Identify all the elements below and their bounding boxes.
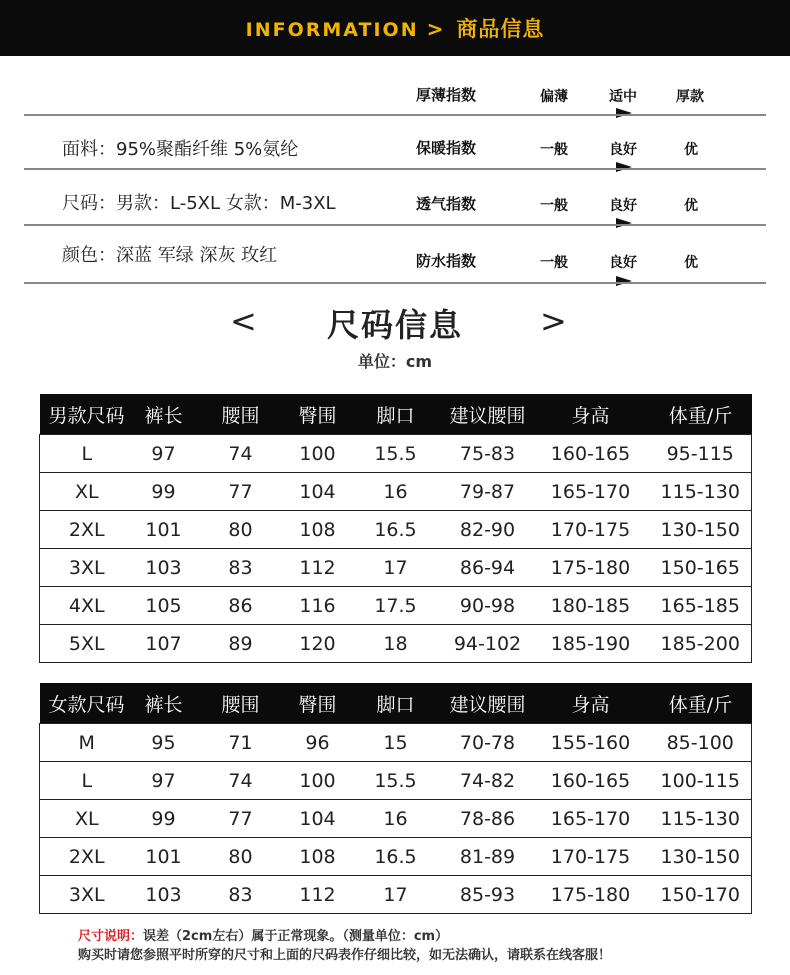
size-note: [78, 925, 448, 944]
column-header: 裤长: [134, 683, 194, 724]
next-arrow[interactable]: >: [540, 302, 567, 340]
table-cell: 75-83: [444, 435, 532, 473]
table-cell: 99: [134, 800, 194, 838]
table-header-row: [40, 683, 752, 724]
section-title: 尺码信息: [326, 306, 463, 344]
table-cell: 103: [134, 549, 194, 587]
table-row: [40, 762, 752, 800]
table-cell: 150-165: [650, 549, 752, 587]
table-cell: 175-180: [532, 876, 650, 914]
table-cell: 17.5: [348, 587, 444, 625]
banner-title: [0, 0, 790, 56]
table-cell: 85-93: [444, 876, 532, 914]
thickness-index-label: 厚薄指数: [416, 86, 477, 104]
table-cell: XL: [40, 473, 134, 511]
table-cell: 185-200: [650, 625, 752, 663]
table-cell: 4XL: [40, 587, 134, 625]
table-cell: 70-78: [444, 724, 532, 762]
table-cell: L: [40, 762, 134, 800]
table-cell: 97: [134, 435, 194, 473]
size-note-label: 尺寸说明：: [78, 929, 144, 944]
table-cell: 2XL: [40, 838, 134, 876]
table-cell: 108: [288, 838, 348, 876]
table-cell: 160-165: [532, 435, 650, 473]
thickness-thin: 偏薄: [540, 89, 568, 105]
column-header: 身高: [532, 394, 650, 435]
column-header: 脚口: [348, 394, 444, 435]
table-cell: 80: [194, 838, 288, 876]
table-cell: 165-170: [532, 473, 650, 511]
table-cell: 185-190: [532, 625, 650, 663]
table-cell: 86-94: [444, 549, 532, 587]
waterproof-marker: [616, 276, 632, 286]
fabric-text: 面料：95%聚酯纤维 5%氨纶: [62, 139, 299, 160]
table-cell: 160-165: [532, 762, 650, 800]
table-cell: 104: [288, 800, 348, 838]
table-row: [40, 549, 752, 587]
table-cell: 17: [348, 549, 444, 587]
table-cell: 100: [288, 762, 348, 800]
table-cell: XL: [40, 800, 134, 838]
colors-text: 颜色：深蓝 军绿 深灰 玫红: [62, 245, 278, 266]
column-header: 臀围: [288, 394, 348, 435]
table-row: [40, 838, 752, 876]
table-cell: 83: [194, 876, 288, 914]
table-cell: 81-89: [444, 838, 532, 876]
table-cell: 17: [348, 876, 444, 914]
table-cell: 99: [134, 473, 194, 511]
warmth-good: 良好: [609, 142, 637, 158]
waterproof-excellent: 优: [684, 255, 698, 271]
warmth-average: 一般: [540, 142, 568, 158]
table-cell: 71: [194, 724, 288, 762]
table-cell: 104: [288, 473, 348, 511]
table-cell: 77: [194, 473, 288, 511]
table-cell: 130-150: [650, 511, 752, 549]
unit-label: 单位：cm: [357, 352, 433, 371]
table-cell: 94-102: [444, 625, 532, 663]
column-header: 腰围: [194, 394, 288, 435]
men-size-table: [39, 394, 752, 663]
table-cell: 16.5: [348, 511, 444, 549]
waterproof-good: 良好: [609, 255, 637, 271]
table-cell: 77: [194, 800, 288, 838]
size-range-text: 尺码：男款：L-5XL 女款：M-3XL: [62, 193, 336, 214]
column-header: 建议腰围: [444, 394, 532, 435]
table-cell: 3XL: [40, 876, 134, 914]
table-cell: 120: [288, 625, 348, 663]
table-row: [40, 511, 752, 549]
table-header-row: [40, 394, 752, 435]
table-cell: 170-175: [532, 511, 650, 549]
table-cell: 165-185: [650, 587, 752, 625]
table-cell: 105: [134, 587, 194, 625]
table-cell: 18: [348, 625, 444, 663]
table-cell: 115-130: [650, 473, 752, 511]
divider: [24, 224, 766, 226]
thickness-thick: 厚款: [676, 89, 704, 105]
table-cell: 16.5: [348, 838, 444, 876]
table-cell: 74: [194, 435, 288, 473]
table-cell: 165-170: [532, 800, 650, 838]
column-header: 体重/斤: [650, 683, 752, 724]
table-cell: 180-185: [532, 587, 650, 625]
table-cell: 74: [194, 762, 288, 800]
column-header: 身高: [532, 683, 650, 724]
table-cell: 175-180: [532, 549, 650, 587]
breathability-average: 一般: [540, 198, 568, 214]
table-cell: 16: [348, 473, 444, 511]
column-header: 脚口: [348, 683, 444, 724]
banner-title-en: INFORMATION: [245, 19, 419, 41]
table-cell: 79-87: [444, 473, 532, 511]
warmth-excellent: 优: [684, 142, 698, 158]
prev-arrow[interactable]: <: [230, 302, 257, 340]
table-cell: 78-86: [444, 800, 532, 838]
table-cell: 100-115: [650, 762, 752, 800]
women-size-table: [39, 683, 752, 914]
breathability-marker: [616, 218, 632, 228]
divider: [24, 168, 766, 170]
table-cell: M: [40, 724, 134, 762]
table-cell: 100: [288, 435, 348, 473]
banner-arrow: >: [426, 17, 445, 41]
table-cell: 15.5: [348, 762, 444, 800]
table-cell: 85-100: [650, 724, 752, 762]
breathability-index-label: 透气指数: [416, 195, 477, 213]
divider: [24, 114, 766, 116]
table-cell: 82-90: [444, 511, 532, 549]
warmth-index-label: 保暖指数: [416, 139, 477, 157]
breathability-good: 良好: [609, 198, 637, 214]
table-row: [40, 876, 752, 914]
table-cell: 5XL: [40, 625, 134, 663]
table-cell: 155-160: [532, 724, 650, 762]
table-cell: 170-175: [532, 838, 650, 876]
table-cell: 86: [194, 587, 288, 625]
table-cell: 112: [288, 549, 348, 587]
size-note-text: 误差（2cm左右）属于正常现象。（测量单位：cm）: [143, 929, 449, 944]
table-cell: 97: [134, 762, 194, 800]
column-header: 女款尺码: [40, 683, 134, 724]
table-cell: 89: [194, 625, 288, 663]
waterproof-index-label: 防水指数: [416, 252, 477, 270]
table-cell: 90-98: [444, 587, 532, 625]
column-header: 建议腰围: [444, 683, 532, 724]
table-cell: 101: [134, 511, 194, 549]
column-header: 裤长: [134, 394, 194, 435]
table-cell: 115-130: [650, 800, 752, 838]
table-cell: 130-150: [650, 838, 752, 876]
table-cell: 150-170: [650, 876, 752, 914]
table-cell: 74-82: [444, 762, 532, 800]
table-cell: 103: [134, 876, 194, 914]
column-header: 臀围: [288, 683, 348, 724]
table-cell: 80: [194, 511, 288, 549]
column-header: 体重/斤: [650, 394, 752, 435]
table-row: [40, 587, 752, 625]
table-row: [40, 473, 752, 511]
table-cell: 116: [288, 587, 348, 625]
table-cell: 108: [288, 511, 348, 549]
divider: [24, 282, 766, 284]
thickness-marker: [616, 108, 632, 118]
column-header: 男款尺码: [40, 394, 134, 435]
table-cell: 112: [288, 876, 348, 914]
purchase-note: 购买时请您参照平时所穿的尺寸和上面的尺码表作仔细比较，如无法确认，请联系在线客服！: [78, 948, 612, 963]
table-cell: 2XL: [40, 511, 134, 549]
table-cell: 83: [194, 549, 288, 587]
table-cell: L: [40, 435, 134, 473]
breathability-excellent: 优: [684, 198, 698, 214]
table-cell: 15.5: [348, 435, 444, 473]
table-cell: 3XL: [40, 549, 134, 587]
thickness-medium: 适中: [609, 89, 637, 105]
table-cell: 15: [348, 724, 444, 762]
banner-title-cn: 商品信息: [456, 17, 545, 41]
table-cell: 16: [348, 800, 444, 838]
table-cell: 107: [134, 625, 194, 663]
table-row: [40, 724, 752, 762]
table-row: [40, 800, 752, 838]
table-row: [40, 435, 752, 473]
table-cell: 101: [134, 838, 194, 876]
table-cell: 96: [288, 724, 348, 762]
waterproof-average: 一般: [540, 255, 568, 271]
table-row: [40, 625, 752, 663]
warmth-marker: [616, 162, 632, 172]
table-cell: 95: [134, 724, 194, 762]
table-cell: 95-115: [650, 435, 752, 473]
column-header: 腰围: [194, 683, 288, 724]
